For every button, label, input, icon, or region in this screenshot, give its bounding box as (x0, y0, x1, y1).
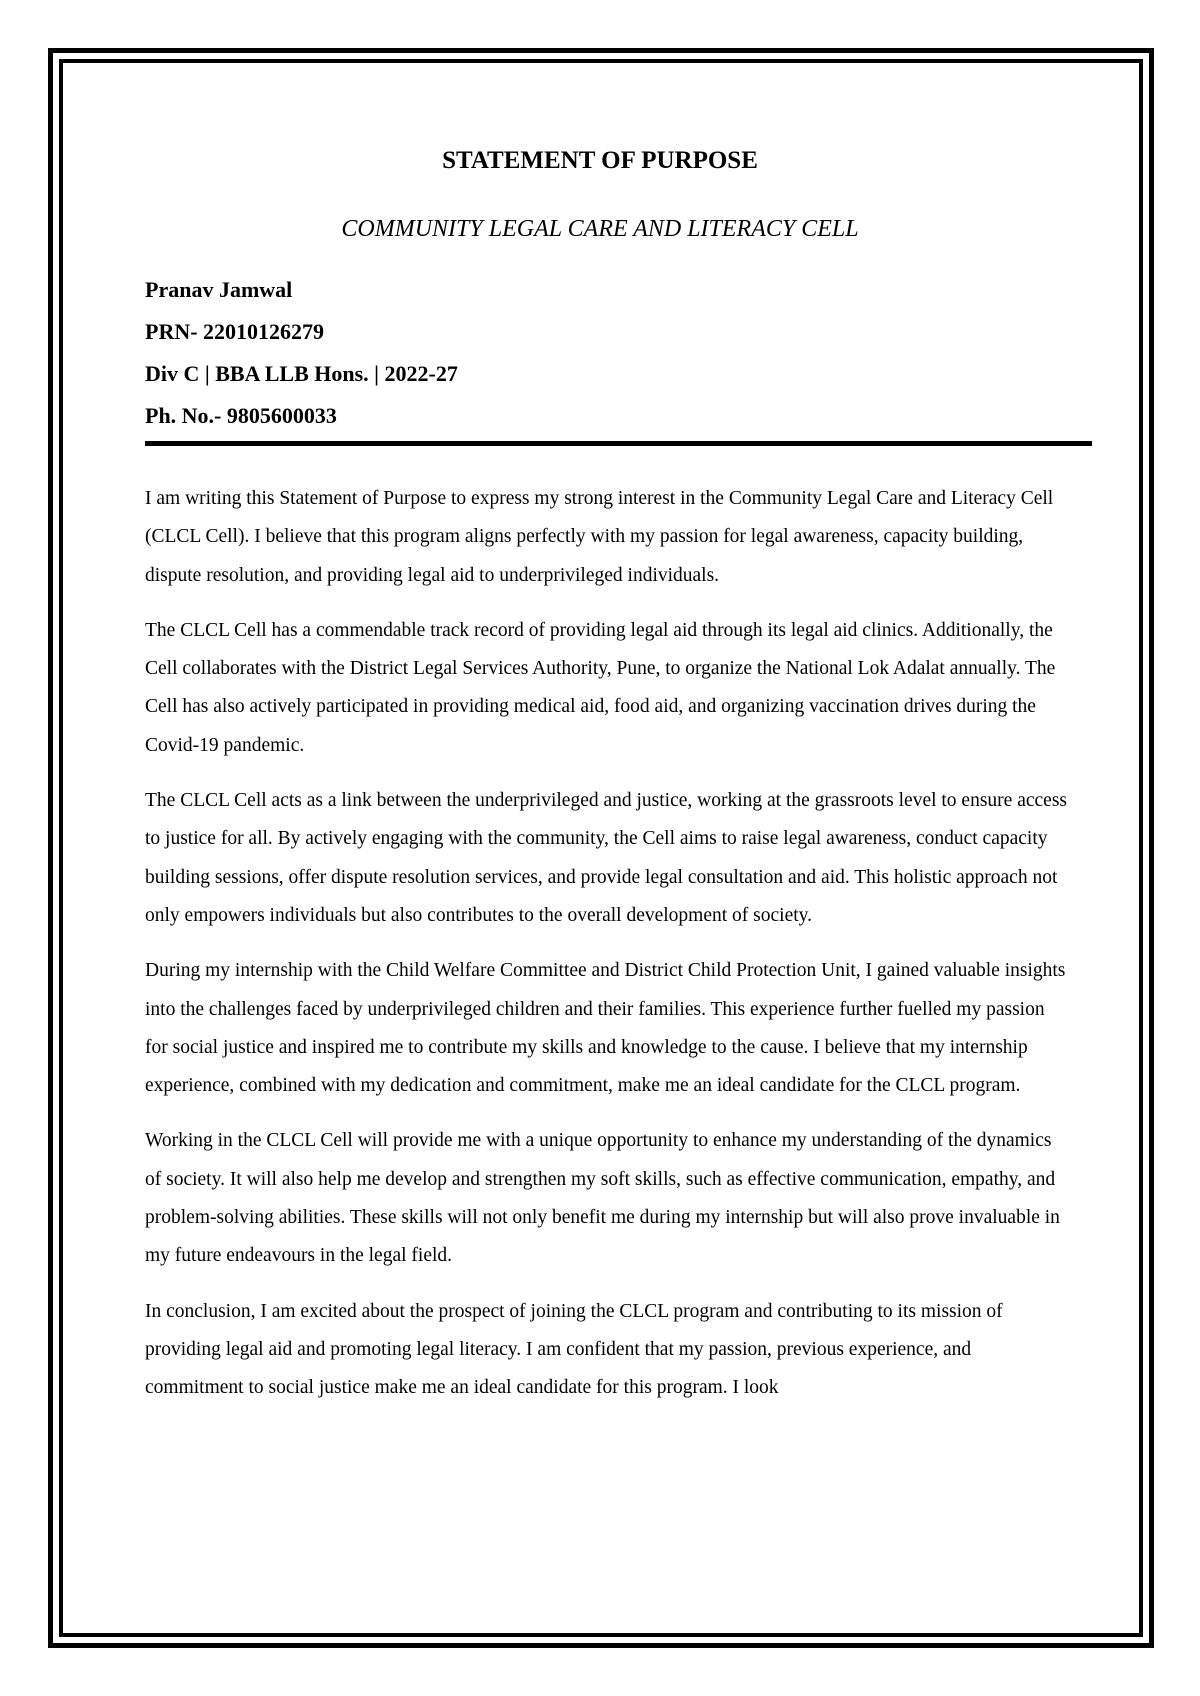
paragraph: During my internship with the Child Welfare Committee and District Child Protection Unit, I gained valuable insights into the challenges faced by underprivileged children and their families. This experience further fuelled my passion for social justice and inspired me to contribute my skills and knowledge to the cause. I believe that my internship experience, combined with my dedication and commitment, make me an ideal candidate for the CLCL program. (145, 960, 1066, 1097)
applicant-phone: Ph. No.- 9805600033 (145, 403, 337, 428)
header-divider (145, 441, 1092, 446)
paragraph: In conclusion, I am excited about the prospect of joining the CLCL program and contributing to its mission of providing legal aid and promoting legal literacy. I am confident that my passion, previous experience, and commitment to social justice make me an ideal candidate for this program. I look (145, 1300, 1003, 1399)
paragraph: The CLCL Cell has a commendable track record of providing legal aid through its legal aid clinics. Additionally, the Cell collaborates with the District Legal Services Authority, Pune, to organize the National Lok Adalat annually. The Cell has also actively participated in providing medical aid, food aid, and organizing vaccination drives during the Covid-19 pandemic. (145, 619, 1056, 756)
paragraph: The CLCL Cell acts as a link between the underprivileged and justice, working at the grassroots level to ensure access to justice for all. By actively engaging with the community, the Cell aims to raise legal awareness, conduct capacity building sessions, offer dispute resolution services, and provide legal consultation and aid. This holistic approach not only empowers individuals but also contributes to the overall development of society. (145, 790, 1067, 926)
applicant-prn: PRN- 22010126279 (145, 319, 325, 344)
paragraph: I am writing this Statement of Purpose to express my strong interest in the Community Legal Care and Literacy Cell (CLCL Cell). I believe that this program aligns perfectly with my passion for legal awareness, capacity building, dispute resolution, and providing legal aid to underprivileged individuals. (145, 488, 1054, 586)
paragraph: Working in the CLCL Cell will provide me with a unique opportunity to enhance my understanding of the dynamics of society. It will also help me develop and strengthen my soft skills, such as effective communication, empathy, and problem-solving abilities. These skills will not only benefit me during my internship but will also prove invaluable in my future endeavours in the legal field. (145, 1130, 1060, 1267)
applicant-name: Pranav Jamwal (145, 277, 293, 302)
document-title: STATEMENT OF PURPOSE (442, 147, 758, 174)
document-subtitle: COMMUNITY LEGAL CARE AND LITERACY CELL (341, 216, 859, 242)
applicant-info (145, 275, 458, 443)
statement-body (145, 480, 1070, 1425)
applicant-division: Div C | BBA LLB Hons. | 2022-27 (145, 361, 458, 386)
